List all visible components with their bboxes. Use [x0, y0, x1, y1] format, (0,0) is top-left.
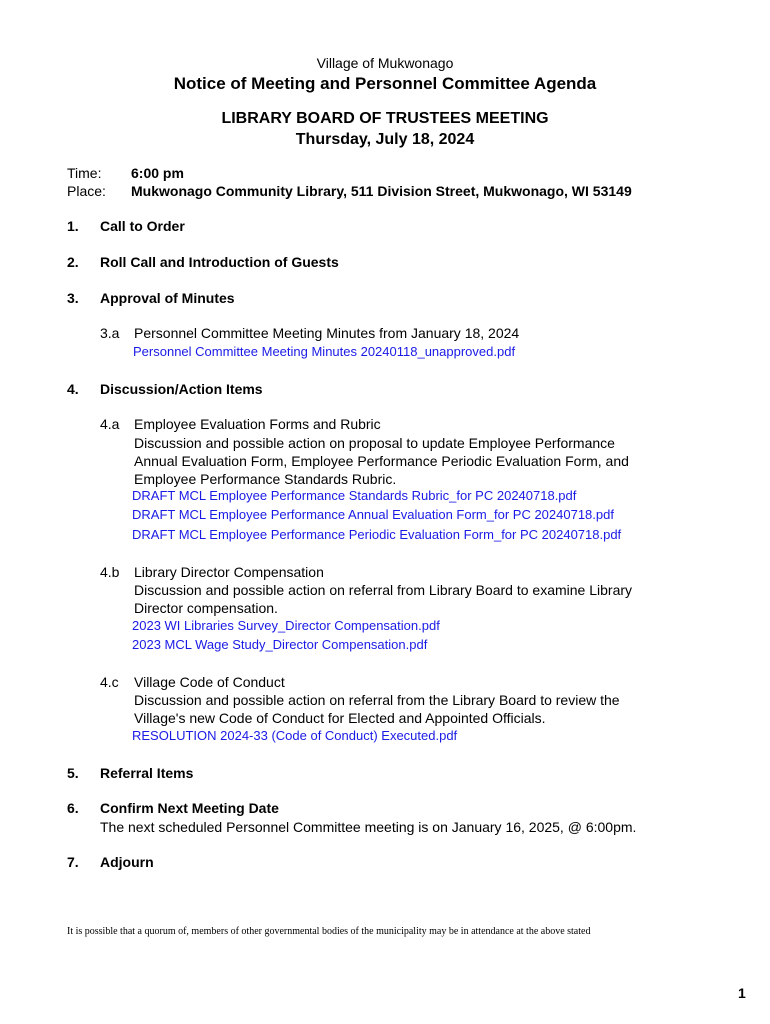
attachment-link[interactable]: 2023 WI Libraries Survey_Director Compensation.pdf — [132, 618, 440, 633]
subitem-description: Discussion and possible action on referral from the Library Board to review the — [134, 692, 620, 708]
item-number: 1. — [67, 218, 79, 234]
meeting-name: LIBRARY BOARD OF TRUSTEES MEETING — [221, 110, 549, 127]
place-value: Mukwonago Community Library, 511 Division Street, Mukwonago, WI 53149 — [131, 183, 632, 199]
item-title-discussion-action: Discussion/Action Items — [100, 381, 263, 397]
municipality-name: Village of Mukwonago — [316, 55, 454, 71]
item-title-adjourn: Adjourn — [100, 854, 154, 870]
item-title-approval-of-minutes: Approval of Minutes — [100, 290, 235, 306]
attachment-link[interactable]: DRAFT MCL Employee Performance Annual Evaluation Form_for PC 20240718.pdf — [132, 507, 614, 522]
item-number: 2. — [67, 254, 79, 270]
item-number: 3. — [67, 290, 79, 306]
time-value: 6:00 pm — [131, 165, 184, 181]
item-number: 7. — [67, 854, 79, 870]
subitem-description: Director compensation. — [134, 600, 278, 616]
subitem-description: Employee Performance Standards Rubric. — [134, 471, 397, 487]
subitem-number: 4.c — [100, 674, 119, 690]
place-label: Place: — [67, 183, 106, 199]
quorum-notice: It is possible that a quorum of, members of other governmental bodies of the municipality may be in attendance at the above stated — [67, 926, 591, 937]
attachment-link[interactable]: DRAFT MCL Employee Performance Periodic Evaluation Form_for PC 20240718.pdf — [132, 527, 622, 542]
subitem-number: 3.a — [100, 325, 120, 341]
subitem-title-minutes: Personnel Committee Meeting Minutes from January 18, 2024 — [134, 325, 520, 341]
item-title-call-to-order: Call to Order — [100, 218, 185, 234]
attachment-link[interactable]: Personnel Committee Meeting Minutes 20240118_unapproved.pdf — [133, 344, 516, 359]
item-number: 6. — [67, 800, 79, 816]
subitem-title-director-compensation: Library Director Compensation — [134, 564, 324, 580]
subitem-description: Village's new Code of Conduct for Elected and Appointed Officials. — [134, 710, 546, 726]
subitem-title-evaluation-forms: Employee Evaluation Forms and Rubric — [134, 416, 381, 432]
subitem-description: Discussion and possible action on referral from Library Board to examine Library — [134, 582, 633, 598]
page-number: 1 — [738, 985, 746, 1001]
subitem-title-code-of-conduct: Village Code of Conduct — [134, 674, 285, 690]
item-number: 5. — [67, 765, 79, 781]
item-title-roll-call: Roll Call and Introduction of Guests — [100, 254, 339, 270]
meeting-date: Thursday, July 18, 2024 — [295, 131, 475, 148]
subitem-number: 4.a — [100, 416, 120, 432]
subitem-number: 4.b — [100, 564, 120, 580]
attachment-link[interactable]: DRAFT MCL Employee Performance Standards Rubric_for PC 20240718.pdf — [132, 488, 577, 503]
notice-title: Notice of Meeting and Personnel Committee Agenda — [173, 74, 597, 93]
attachment-link[interactable]: 2023 MCL Wage Study_Director Compensation.pdf — [132, 637, 428, 652]
time-label: Time: — [67, 165, 102, 181]
next-meeting-text: The next scheduled Personnel Committee meeting is on January 16, 2025, @ 6:00pm. — [100, 819, 637, 835]
subitem-description: Discussion and possible action on proposal to update Employee Performance — [134, 435, 615, 451]
item-title-referral-items: Referral Items — [100, 765, 194, 781]
attachment-link[interactable]: RESOLUTION 2024-33 (Code of Conduct) Executed.pdf — [132, 728, 458, 743]
subitem-description: Annual Evaluation Form, Employee Performance Periodic Evaluation Form, and — [134, 453, 629, 469]
item-title-next-meeting: Confirm Next Meeting Date — [100, 800, 279, 816]
item-number: 4. — [67, 381, 79, 397]
